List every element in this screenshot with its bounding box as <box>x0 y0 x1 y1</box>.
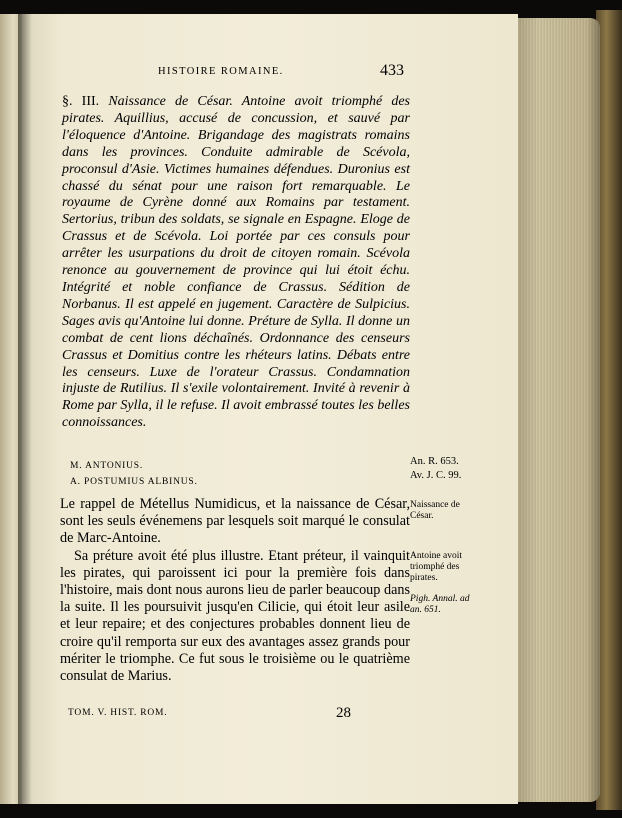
body-text <box>60 496 410 685</box>
date-rome: An. R. 653. <box>410 456 459 467</box>
signature-line: TOM. V. HIST. ROM. <box>68 708 168 718</box>
date-bc: Av. J. C. 99. <box>410 470 462 481</box>
gutter-shadow <box>18 14 32 804</box>
consul-1: M. ANTONIUS. <box>70 461 144 471</box>
margin-note-birth: Naissance de César. <box>410 500 460 521</box>
paragraph-2: Sa préture avoit été plus illustre. Etant préteur, il vainquit les pirates, qui paroissent ici pour la première fois dans l'histoire, mais dont nous aurons lieu de parler beaucoup dans la suite. Il les poursuivit jusqu'en Cilicie, qui étoit leur asile et leur repaire; et des conjectures probables donnent lieu de croire qu'il remporta sur eux des avantages assez grands pour mériter le triomphe. Ce fut sous le troisième ou le quatrième consulat de Marius. <box>60 547 410 685</box>
chapter-summary <box>62 94 410 432</box>
section-mark: §. III. <box>62 94 100 109</box>
consuls-block <box>70 458 400 490</box>
year-dates <box>410 455 500 483</box>
paragraph-1: Le rappel de Métellus Numidicus, et la naissance de César, sont les seuls événemens par lesquels soit marqué le consulat de Marc-Antoine. <box>60 496 410 547</box>
consul-2: A. POSTUMIUS ALBINUS. <box>70 477 198 487</box>
page-edges <box>512 18 600 802</box>
signature-mark: 28 <box>336 705 351 721</box>
summary-text: Naissance de César. Antoine avoit triomphé des pirates. Aquillius, accusé de concussion, et sauvé par l'éloquence d'Antoine. Brigandage des magistrats romains dans les provinces. Conduite admirable de Scévola, proconsul d'Asie. Victimes humaines défendues. Duronius est chassé du sénat pour une raison fort remarquable. Le royaume de Cyrène donné aux Romains par testament. Sertorius, tribun des soldats, se signale en Espagne. Eloge de Crassus et de Scévola. Loi portée par ces consuls pour arrêter les usurpations du droit de citoyen romain. Scévola renonce au gouvernement de province qui lui étoit échu. Intégrité et noble confiance de Crassus. Sédition de Norbanus. Il est appelé en jugement. Caractère de Sulpicius. Sages avis qu'Antoine lui donne. Préture de Sylla. Il donne un combat de cent lions déchaînés. Ordonnance des censeurs Crassus et Domitius contre les rhéteurs latins. Débats entre les censeurs. Luxe de l'orateur Crassus. Condamnation injuste de Rutilius. Il s'exile volontairement. Invité à revenir à Rome par Sylla, il le refuse. Il avoit embrassé toutes les belles connoissances. <box>62 94 410 431</box>
page-footer <box>68 705 428 721</box>
margin-note-reference: Pigh. Annal. ad an. 651. <box>410 594 470 615</box>
margin-note-triumph: Antoine avoit triomphé des pirates. <box>410 551 462 583</box>
running-title: HISTOIRE ROMAINE. <box>158 66 284 77</box>
page-number: 433 <box>380 62 404 79</box>
